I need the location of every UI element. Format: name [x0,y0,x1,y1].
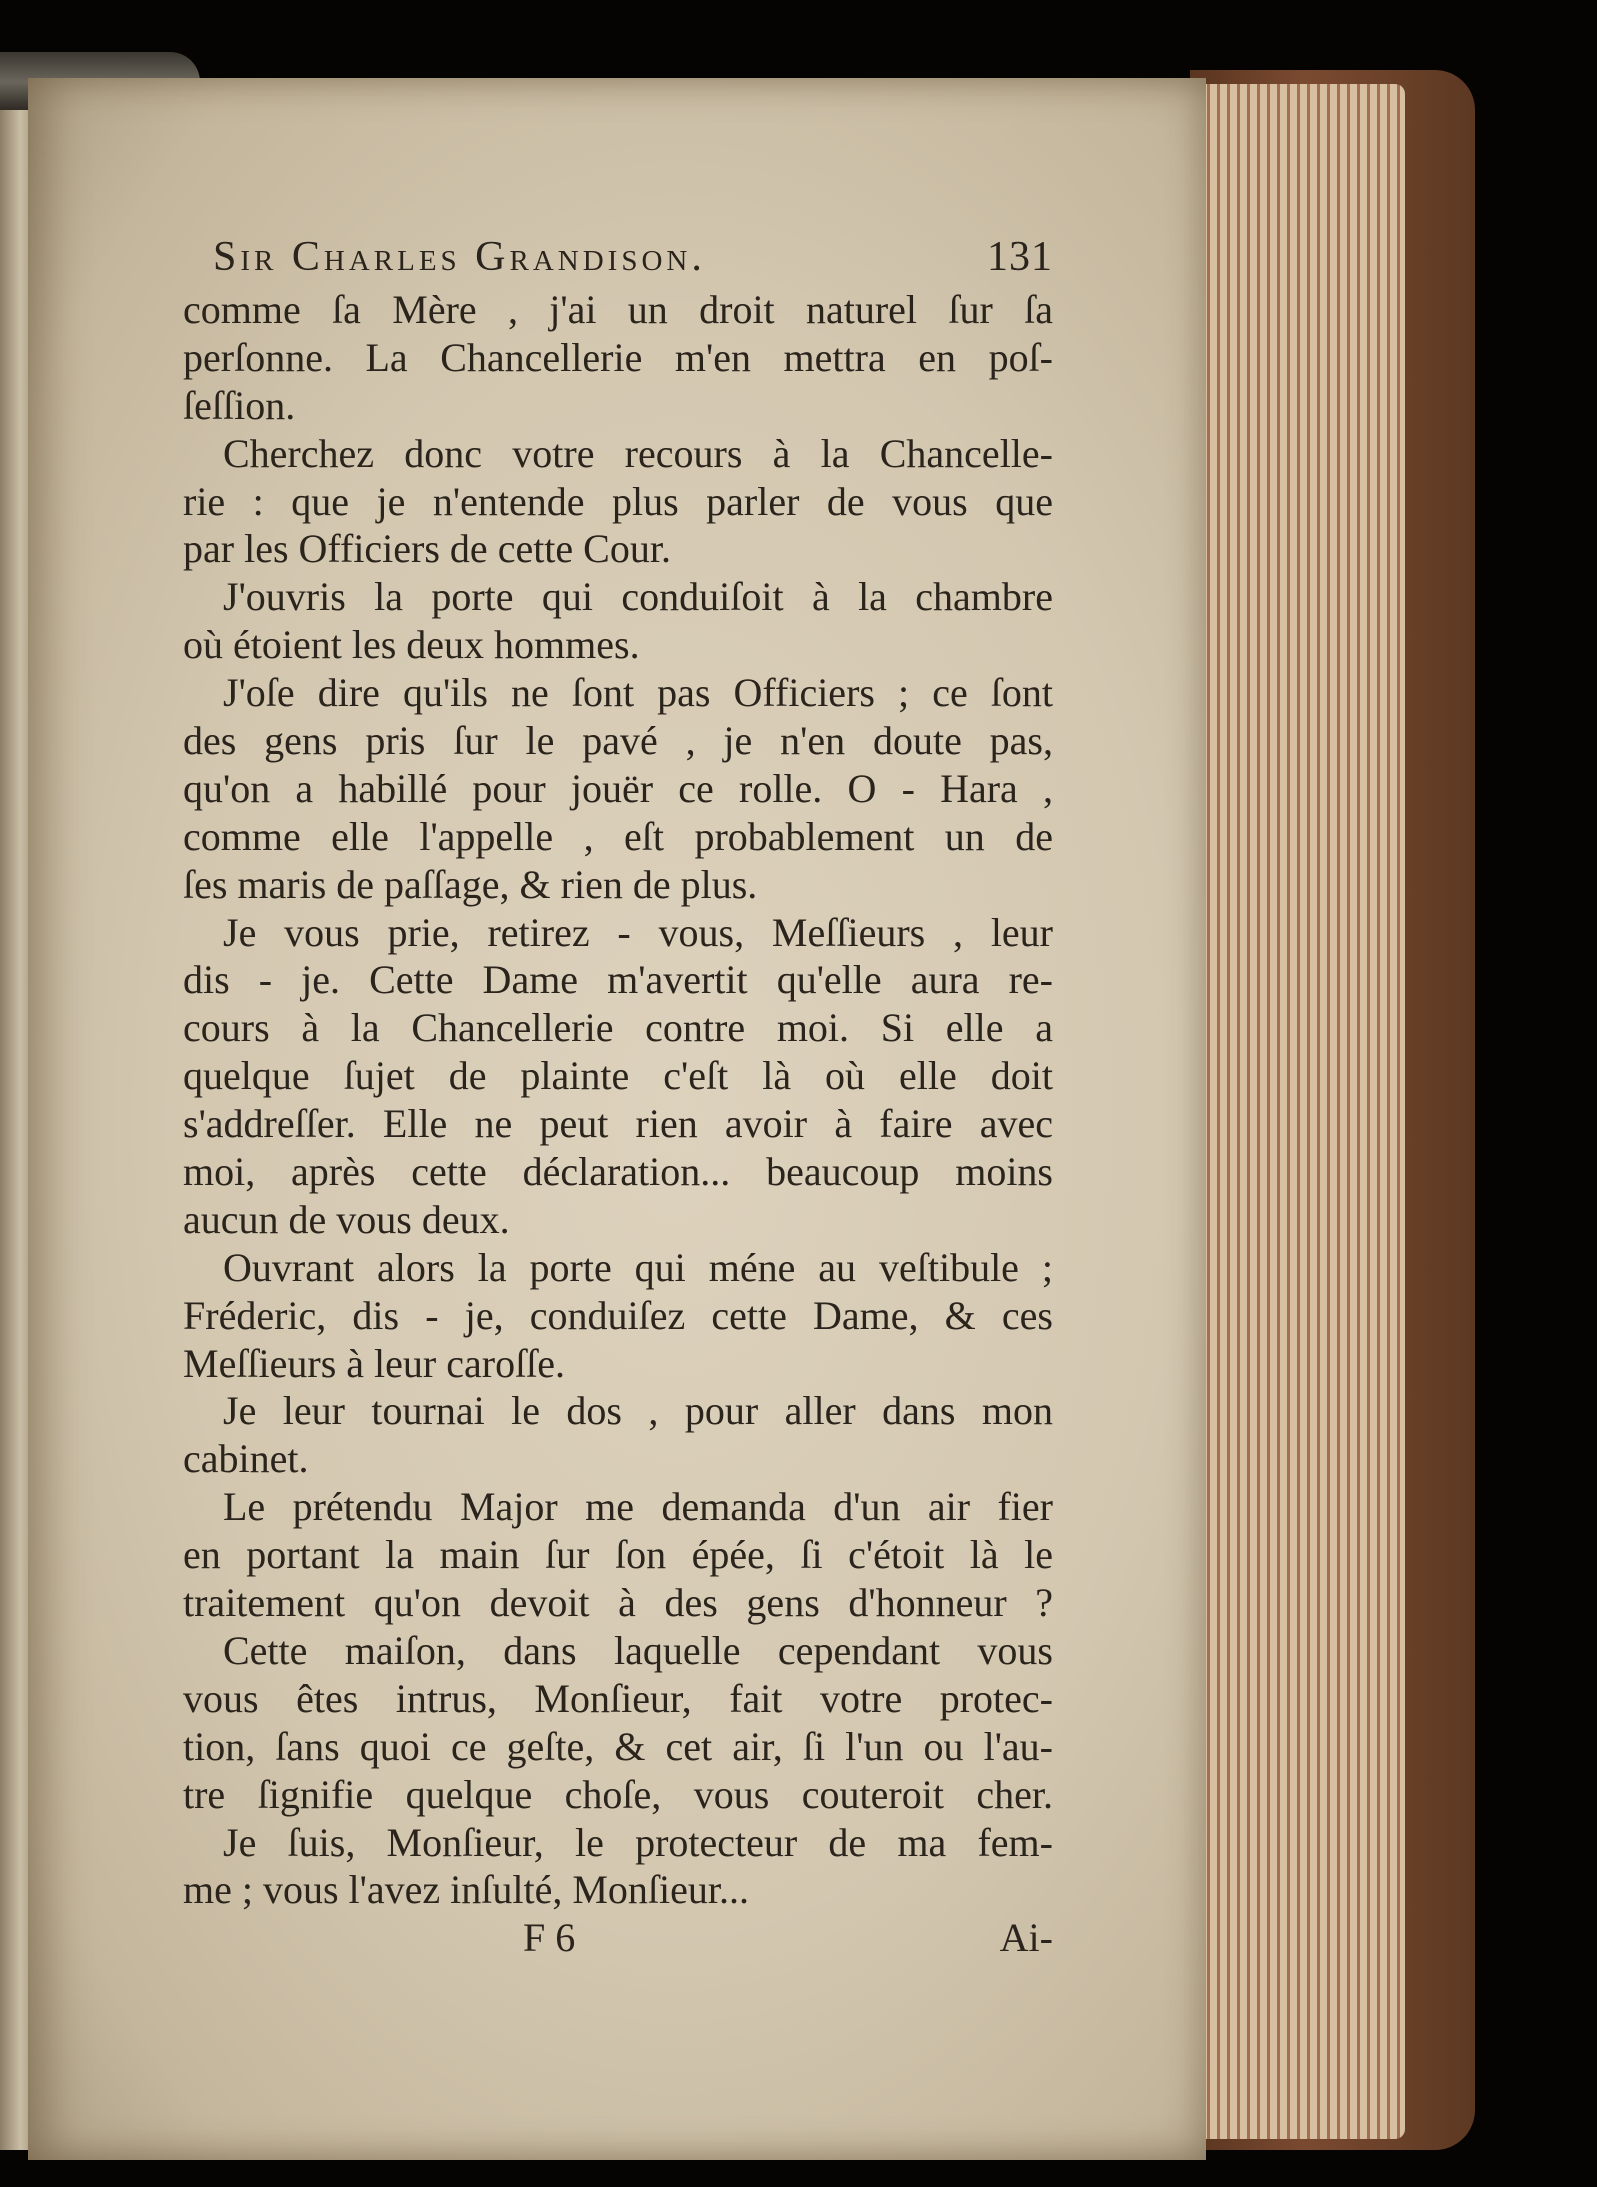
text-line: s'addreſſer. Elle ne peut rien avoir à faire avec [183,1101,1053,1147]
body-text [183,286,1053,1914]
text-line: ſeſſion. [183,382,296,428]
text-line: Le prétendu Major me demanda d'un air fier [223,1484,1053,1530]
text-line: comme elle l'appelle , eſt probablement un de [183,813,1053,859]
text-line: Je vous prie, retirez - vous, Meſſieurs , leur [223,909,1053,955]
text-line: vous êtes intrus, Monſieur, fait votre protec- [183,1675,1053,1721]
text-line: me ; vous l'avez inſulté, Monſieur... [183,1867,749,1913]
text-line: rie : que je n'entende plus parler de vous que [183,478,1053,524]
text-line: par les Officiers de cette Cour. [183,526,671,572]
text-line: tre ſignifie quelque choſe, vous couteroit cher. [183,1771,1053,1817]
text-line: J'ouvris la porte qui conduiſoit à la chambre [223,574,1053,620]
running-title: Sir Charles Grandison. [213,234,706,280]
text-line: en portant la main ſur ſon épée, ſi c'étoit là le [183,1532,1053,1578]
text-line: qu'on a habillé pour jouër ce rolle. O - Hara , [183,765,1053,811]
text-line: Cette maiſon, dans laquelle cependant vous [223,1627,1053,1673]
text-line: Ouvrant alors la porte qui méne au veſtibule ; [223,1244,1053,1290]
catchword: Ai- [999,1915,1053,1961]
page-stack-edges [1200,84,1405,2139]
text-block [183,228,1053,1962]
running-head [213,228,1053,286]
text-line: moi, après cette déclaration... beaucoup moins [183,1149,1053,1195]
text-line: J'oſe dire qu'ils ne ſont pas Officiers ; ce ſont [223,670,1053,716]
text-line: perſonne. La Chancellerie m'en mettra en poſ- [183,334,1053,380]
text-line: aucun de vous deux. [183,1196,510,1242]
text-line: Meſſieurs à leur caroſſe. [183,1340,566,1386]
signature-mark: F 6 [523,1915,576,1961]
text-line: tion, ſans quoi ce geſte, & cet air, ſi l'un ou l'au- [183,1723,1053,1769]
text-line: où étoient les deux hommes. [183,622,640,668]
text-line: cours à la Chancellerie contre moi. Si elle a [183,1005,1053,1051]
text-line: dis - je. Cette Dame m'avertit qu'elle aura re- [183,957,1053,1003]
text-line: quelque ſujet de plainte c'eſt là où elle doit [183,1053,1053,1099]
text-line: Je ſuis, Monſieur, le protecteur de ma fem- [223,1819,1053,1865]
page-number: 131 [987,234,1053,280]
text-line: ſes maris de paſſage, & rien de plus. [183,861,758,907]
page-footer [183,1914,1053,1962]
text-line: Cherchez donc votre recours à la Chancelle- [223,430,1053,476]
text-line: des gens pris ſur le pavé , je n'en doute pas, [183,718,1053,764]
text-line: cabinet. [183,1436,309,1482]
text-line: comme ſa Mère , j'ai un droit naturel ſur ſa [183,287,1053,332]
text-line: Fréderic, dis - je, conduiſez cette Dame, & ces [183,1292,1053,1338]
book-page [28,78,1206,2160]
text-line: traitement qu'on devoit à des gens d'honneur ? [183,1580,1053,1626]
text-line: Je leur tournai le dos , pour aller dans mon [223,1388,1053,1434]
